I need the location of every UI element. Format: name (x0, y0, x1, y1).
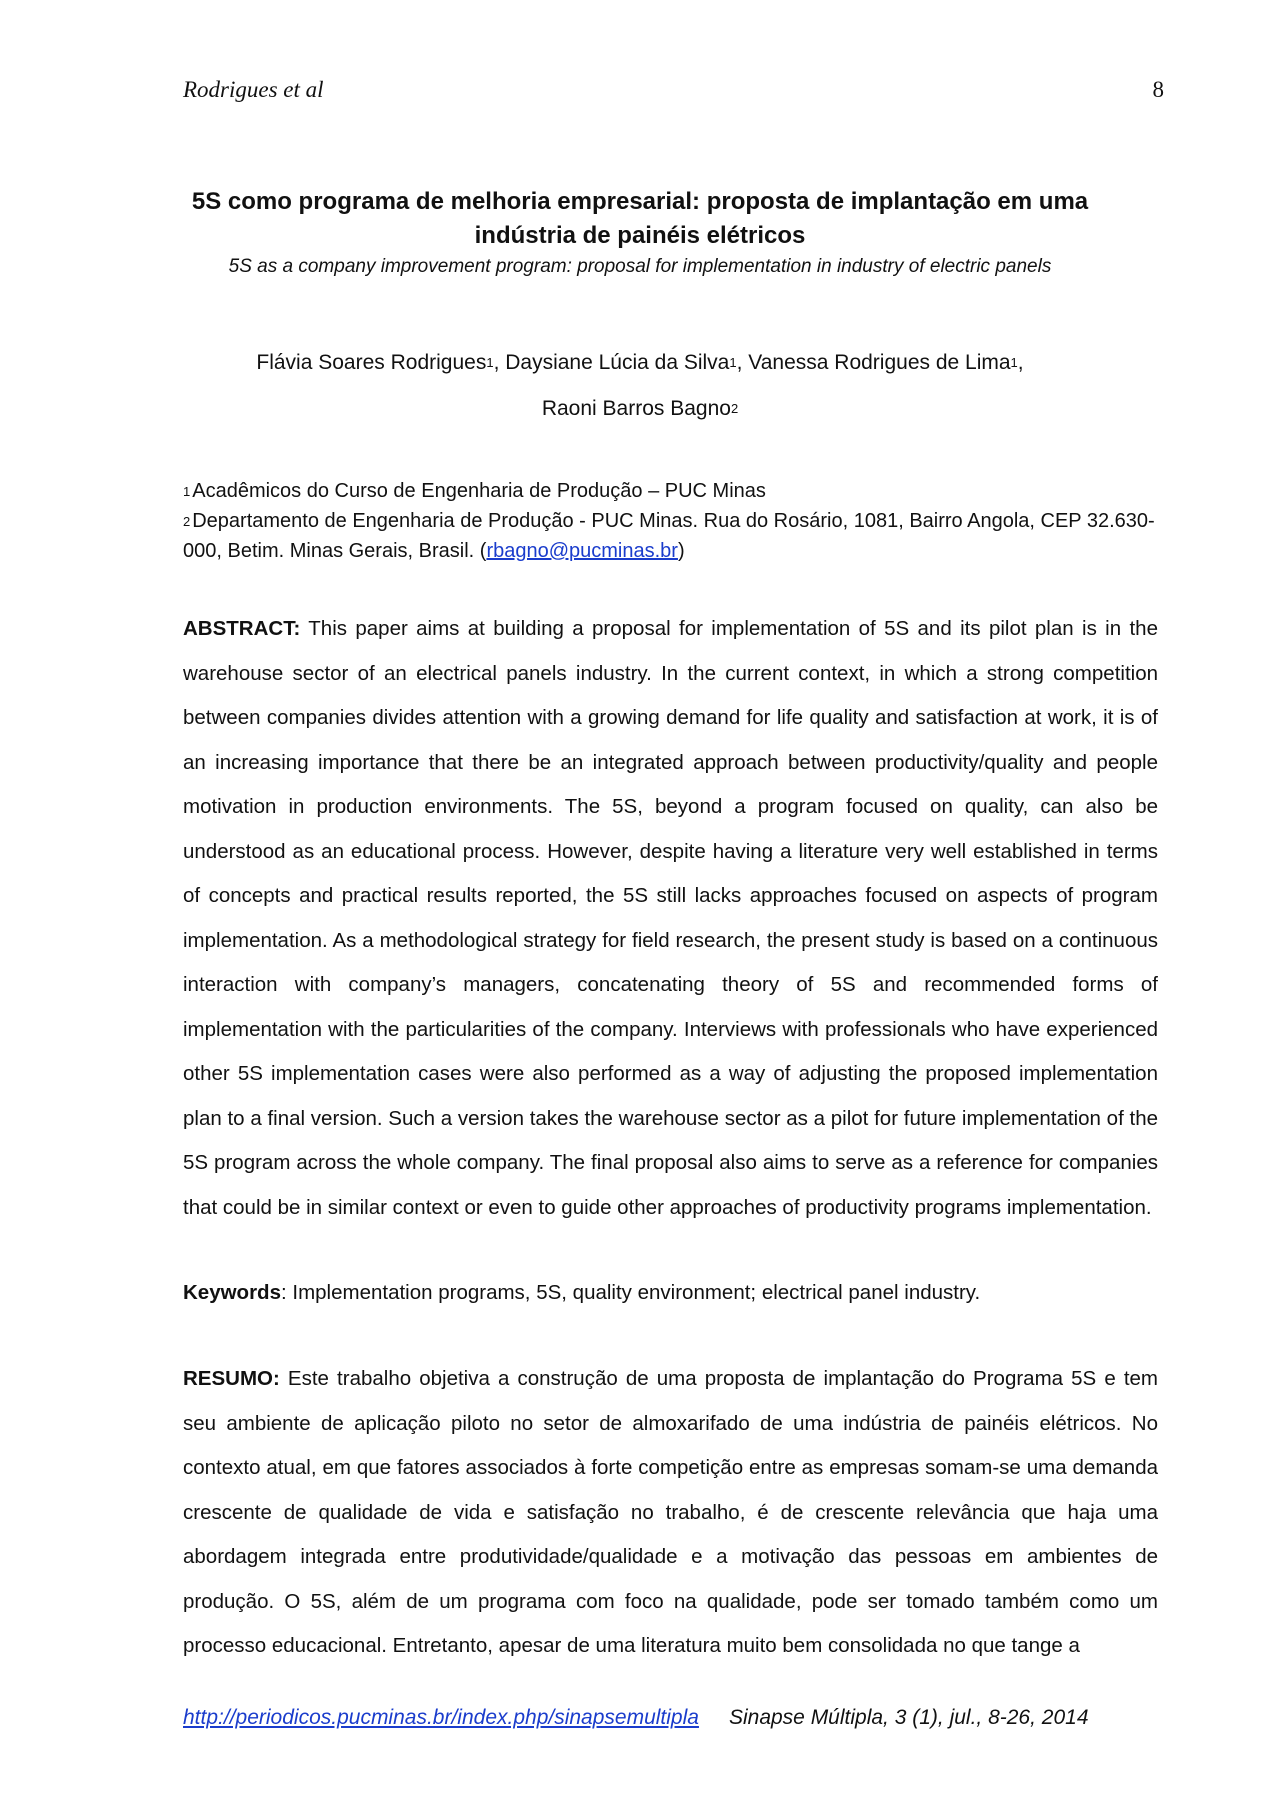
author-line-1: Flávia Soares Rodrigues$^1$, Daysiane Lúcia da Silva$^1$, Vanessa Rodrigues de Lima$^1$, (256, 351, 1024, 374)
keywords-section (183, 1271, 1158, 1315)
resumo-text: Este trabalho objetiva a construção de uma proposta de implantação do Programa 5S e tem seu ambiente de aplicação piloto no setor de almoxarifado de uma indústria de painéis elétricos. No contexto atual, em que fatores associados à forte competição entre as empresas somam-se uma demanda crescente de qualidade de vida e satisfação no trabalho, é de crescente relevância que haja uma abordagem integrada entre produtividade/qualidade e a motivação das pessoas em ambientes de produção. O 5S, além de um programa com foco na qualidade, pode ser tomado também como um processo educacional. Entretanto, apesar de uma literatura muito bem consolidada no que tange a (183, 1367, 1159, 1657)
abstract-text: This paper aims at building a proposal for implementation of 5S and its pilot plan is in the warehouse sector of an electrical panels industry. In the current context, in which a strong competition between companies divides attention with a growing demand for life quality and satisfaction at work, it is of an increasing importance that there be an integrated approach between productivity/quality and people motivation in production environments. The 5S, beyond a program focused on quality, can also be understood as an educational process. However, despite having a literature very well established in terms of concepts and practical results reported, the 5S still lacks approaches focused on aspects of program implementation. As a methodological strategy for field research, the present study is based on a continuous interaction with company’s managers, concatenating theory of 5S and recommended forms of implementation with the particularities of the company. Interviews with professionals who have experienced other 5S implementation cases were also performed as a way of adjusting the proposed implementation plan to a final version. Such a version takes the warehouse sector as a pilot for future implementation of the 5S program across the whole company. The final proposal also aims to serve as a reference for companies that could be in similar context or even to guide other approaches of productivity programs implementation. (183, 617, 1158, 1219)
journal-citation: Sinapse Múltipla, 3 (1), jul., 8-26, 2014 (728, 1706, 1089, 1729)
author-name: Daysiane Lúcia da Silva (505, 351, 730, 374)
author-name: Vanessa Rodrigues de Lima (748, 351, 1011, 374)
author-email-link[interactable]: rbagno@pucminas.br (486, 540, 678, 562)
affiliations (183, 476, 1163, 566)
abstract-label: ABSTRACT: (183, 617, 301, 640)
running-header-author: Rodrigues et al (183, 77, 324, 102)
affiliation-close: ) (677, 540, 685, 562)
keywords-label: Keywords (183, 1281, 281, 1304)
affiliation-text: Acadêmicos do Curso de Engenharia de Produção – PUC Minas (192, 480, 766, 502)
author-name: Raoni Barros Bagno (541, 397, 731, 420)
author-affiliation-mark: 1 (486, 355, 494, 370)
author-line-2 (150, 386, 1130, 432)
affiliation-2 (183, 506, 1163, 566)
title-block (150, 185, 1130, 281)
affiliation-text: Departamento de Engenharia de Produção - PUC Minas. Rua do Rosário, 1081, Bairro Angola, CEP 32.630-000, Betim. Minas Gerais, Brasil. ( (183, 510, 1155, 562)
abstract-section (183, 607, 1158, 1230)
affiliation-1 (183, 476, 1163, 506)
page-footer (183, 1706, 1089, 1730)
page-number: 8 (1152, 77, 1164, 102)
paper-title-english: 5S as a company improvement program: proposal for implementation in industry of electric panels (228, 256, 1052, 277)
affiliation-mark: 1 (183, 484, 191, 499)
author-name: Flávia Soares Rodrigues (256, 351, 487, 374)
author-affiliation-mark: 2 (730, 401, 739, 416)
author-affiliation-mark: 1 (729, 355, 737, 370)
author-affiliation-mark: 1 (1010, 355, 1018, 370)
paper-title: 5S como programa de melhoria empresarial: proposta de implantação em uma indústria de painéis elétricos (191, 188, 1089, 249)
journal-url-link[interactable]: http://periodicos.pucminas.br/index.php/sinapsemultipla (183, 1706, 699, 1729)
author-list (150, 340, 1130, 432)
affiliation-mark: 2 (183, 514, 191, 529)
keywords-text: : Implementation programs, 5S, quality environment; electrical panel industry. (280, 1281, 981, 1304)
resumo-label: RESUMO: (183, 1367, 280, 1390)
resumo-section (183, 1357, 1158, 1669)
